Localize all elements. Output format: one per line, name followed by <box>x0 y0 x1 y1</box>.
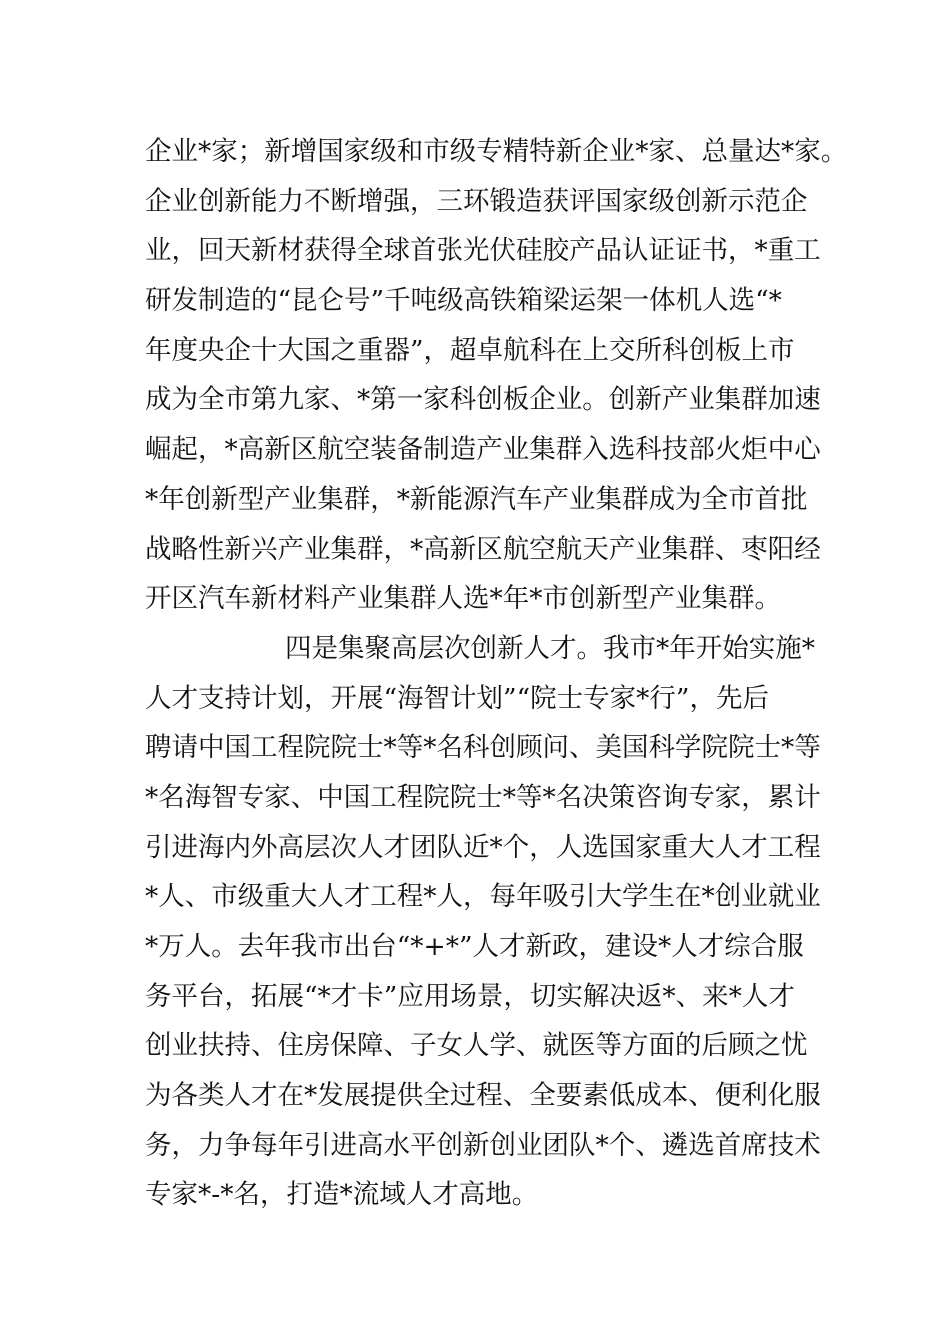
text-line: *万人。去年我市出台“*+*”人才新政，建设*人才综合服 <box>145 931 804 962</box>
text-line: 务，力争每年引进高水平创新创业团队*个、遴选首席技术 <box>145 1129 821 1161</box>
text-line: 务平台，拓展“*才卡”应用场景，切实解决返*、来*人才 <box>145 980 795 1012</box>
paragraph-1 <box>145 127 848 624</box>
text-line: 开区汽车新材料产业集群人选*年*市创新型产业集群。 <box>145 583 781 615</box>
text-line: 专家*-*名，打造*流域人才高地。 <box>145 1179 539 1211</box>
document-body <box>145 127 848 1220</box>
paragraph-heading-line: 四是集聚高层次创新人才。我市*年开始实施* <box>285 632 815 664</box>
text-line: 业，回天新材获得全球首张光伏硅胶产品认证证书，*重工 <box>145 235 821 267</box>
text-line: 引进海内外高层次人才团队近*个，人选国家重大人才工程 <box>145 831 821 863</box>
text-line: 聘请中国工程院院士*等*名科创顾问、美国科学院院士*等 <box>145 732 821 764</box>
text-line: 年度央企十大国之重器”，超卓航科在上交所科创板上市 <box>145 334 795 366</box>
text-line: 成为全市第九家、*第一家科创板企业。创新产业集群加速 <box>145 384 821 416</box>
text-line: *年创新型产业集群，*新能源汽车产业集群成为全市首批 <box>145 483 808 515</box>
text-line: 为各类人才在*发展提供全过程、全要素低成本、便利化服 <box>145 1080 821 1112</box>
text-line: 创业扶持、住房保障、子女人学、就医等方面的后顾之忧 <box>145 1030 808 1062</box>
text-line: 人才支持计划，开展“海智计划”“院士专家*行”，先后 <box>145 682 769 714</box>
text-line: *名海智专家、中国工程院院士*等*名决策咨询专家，累计 <box>145 781 821 813</box>
text-line: *人、市级重大人才工程*人，每年吸引大学生在*创业就业 <box>145 881 821 913</box>
text-line: 研发制造的“昆仑号”千吨级高铁箱梁运架一体机人选“* <box>145 285 782 317</box>
text-line: 企业*家；新增国家级和市级专精特新企业*家、总量达*家。 <box>145 136 848 167</box>
text-line: 战略性新兴产业集群，*高新区航空航天产业集群、枣阳经 <box>145 533 821 565</box>
text-line: 企业创新能力不断增强，三环锻造获评国家级创新示范企 <box>145 185 808 217</box>
text-line: 崛起，*高新区航空装备制造产业集群入选科技部火炬中心 <box>145 434 821 466</box>
paragraph-2 <box>145 624 835 1220</box>
